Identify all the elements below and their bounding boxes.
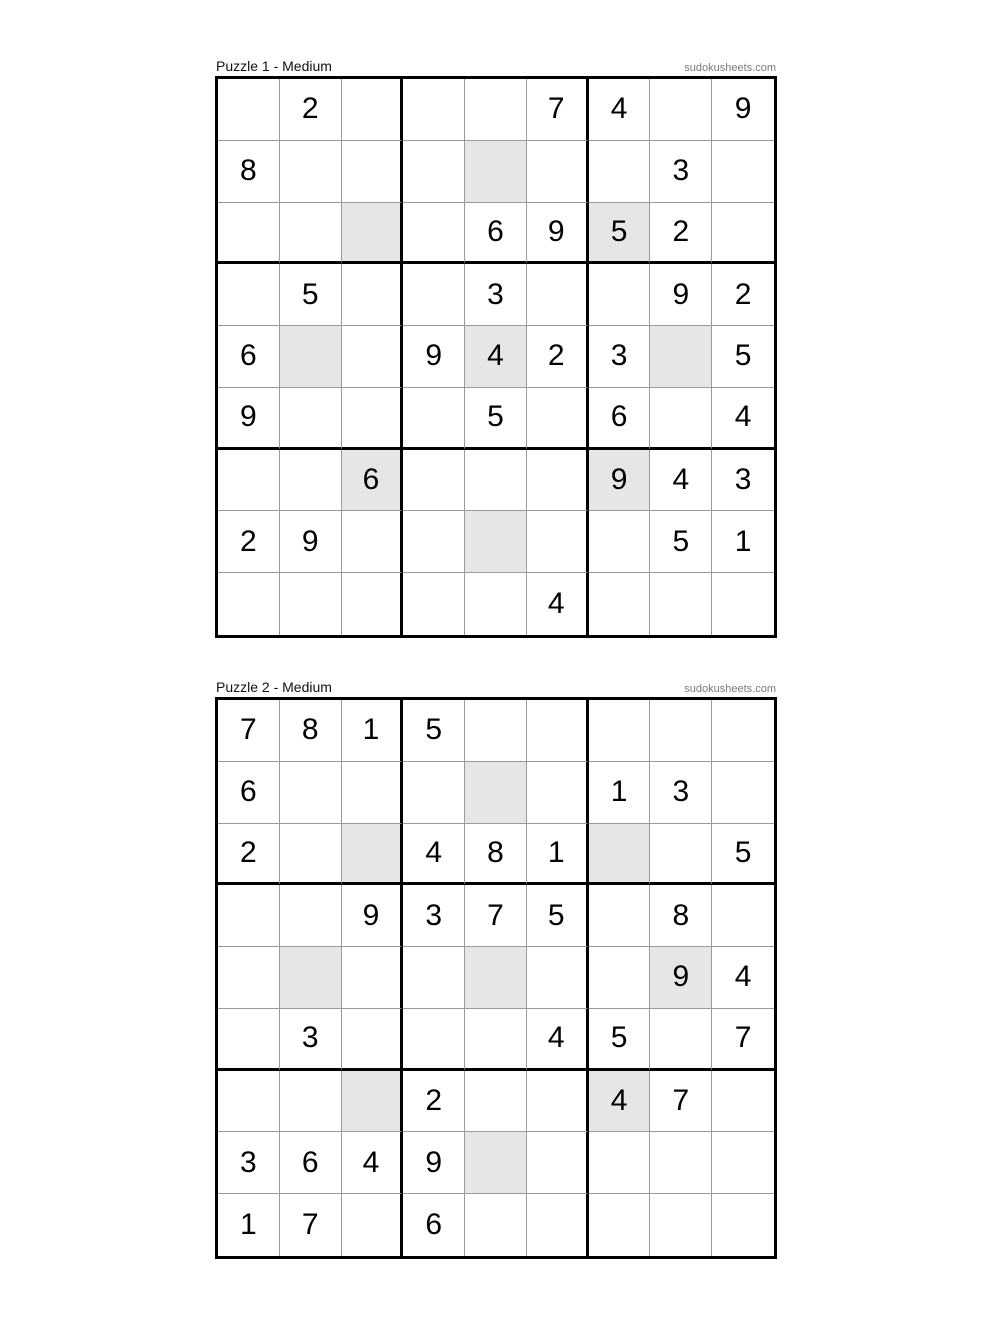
- sudoku-cell[interactable]: 9: [650, 947, 712, 1009]
- sudoku-cell[interactable]: 3: [218, 1132, 280, 1194]
- sudoku-cell[interactable]: [465, 450, 527, 512]
- sudoku-cell[interactable]: [650, 79, 712, 141]
- puzzle-2: [215, 679, 777, 1259]
- sudoku-cell[interactable]: [527, 700, 589, 762]
- sudoku-cell[interactable]: 9: [650, 264, 712, 326]
- sudoku-cell[interactable]: [280, 573, 342, 635]
- sudoku-cell[interactable]: 4: [403, 824, 465, 886]
- sudoku-cell[interactable]: [403, 573, 465, 635]
- sudoku-cell[interactable]: 9: [342, 885, 404, 947]
- sudoku-cell[interactable]: [218, 947, 280, 1009]
- sudoku-cell[interactable]: [403, 947, 465, 1009]
- sudoku-cell[interactable]: [527, 450, 589, 512]
- sudoku-cell[interactable]: 3: [403, 885, 465, 947]
- sudoku-cell[interactable]: 6: [218, 762, 280, 824]
- sudoku-cell[interactable]: [218, 450, 280, 512]
- sudoku-cell[interactable]: [527, 388, 589, 450]
- sudoku-cell[interactable]: 4: [589, 79, 651, 141]
- sudoku-cell[interactable]: 6: [342, 450, 404, 512]
- sudoku-cell[interactable]: [589, 947, 651, 1009]
- sudoku-grid: [215, 76, 777, 638]
- sudoku-cell[interactable]: [650, 700, 712, 762]
- sudoku-cell[interactable]: [589, 1194, 651, 1256]
- sudoku-cell[interactable]: [218, 885, 280, 947]
- sudoku-cell[interactable]: [342, 1194, 404, 1256]
- sudoku-cell[interactable]: [403, 203, 465, 265]
- sudoku-cell[interactable]: [280, 762, 342, 824]
- sudoku-cell[interactable]: [342, 264, 404, 326]
- sudoku-cell[interactable]: [712, 1071, 774, 1133]
- sudoku-cell[interactable]: [218, 1009, 280, 1071]
- sudoku-cell[interactable]: 7: [527, 79, 589, 141]
- sudoku-cell[interactable]: 2: [218, 824, 280, 886]
- sudoku-cell[interactable]: 2: [527, 326, 589, 388]
- sudoku-cell[interactable]: 7: [465, 885, 527, 947]
- sudoku-cell[interactable]: 3: [465, 264, 527, 326]
- sudoku-cell[interactable]: [403, 511, 465, 573]
- sudoku-cell[interactable]: [465, 947, 527, 1009]
- sudoku-cell[interactable]: 7: [712, 1009, 774, 1071]
- sudoku-cell[interactable]: 1: [589, 762, 651, 824]
- sudoku-cell[interactable]: [342, 762, 404, 824]
- sudoku-cell[interactable]: 9: [403, 326, 465, 388]
- sudoku-cell[interactable]: 7: [650, 1071, 712, 1133]
- sudoku-cell[interactable]: 1: [218, 1194, 280, 1256]
- sudoku-cell[interactable]: [465, 511, 527, 573]
- sudoku-cell[interactable]: 9: [589, 450, 651, 512]
- sudoku-cell[interactable]: [280, 203, 342, 265]
- sudoku-cell[interactable]: 8: [650, 885, 712, 947]
- sudoku-cell[interactable]: [527, 1194, 589, 1256]
- sudoku-cell[interactable]: [218, 79, 280, 141]
- sudoku-cell[interactable]: 3: [589, 326, 651, 388]
- sudoku-cell[interactable]: 5: [589, 1009, 651, 1071]
- sudoku-cell[interactable]: 1: [342, 700, 404, 762]
- sudoku-cell[interactable]: [280, 450, 342, 512]
- sudoku-cell[interactable]: [342, 573, 404, 635]
- sudoku-cell[interactable]: [342, 1009, 404, 1071]
- sudoku-cell[interactable]: [650, 1132, 712, 1194]
- sudoku-cell[interactable]: 2: [403, 1071, 465, 1133]
- sudoku-cell[interactable]: [527, 762, 589, 824]
- sudoku-cell[interactable]: 9: [527, 203, 589, 265]
- sudoku-cell[interactable]: [342, 388, 404, 450]
- sudoku-cell[interactable]: [403, 450, 465, 512]
- sudoku-cell[interactable]: [527, 511, 589, 573]
- sudoku-cell[interactable]: [589, 700, 651, 762]
- sudoku-cell[interactable]: 4: [527, 1009, 589, 1071]
- sudoku-cell[interactable]: 5: [650, 511, 712, 573]
- sudoku-cell[interactable]: 7: [280, 1194, 342, 1256]
- sudoku-cell[interactable]: [342, 1071, 404, 1133]
- sudoku-cell[interactable]: [342, 824, 404, 886]
- sudoku-cell[interactable]: 5: [712, 326, 774, 388]
- sudoku-cell[interactable]: [403, 264, 465, 326]
- sudoku-cell[interactable]: 5: [280, 264, 342, 326]
- sudoku-cell[interactable]: 8: [218, 141, 280, 203]
- puzzle-header: [215, 58, 777, 76]
- sudoku-cell[interactable]: 4: [527, 573, 589, 635]
- sudoku-cell[interactable]: [650, 326, 712, 388]
- sudoku-cell[interactable]: [218, 1071, 280, 1133]
- sudoku-cell[interactable]: [218, 573, 280, 635]
- sudoku-cell[interactable]: 8: [280, 700, 342, 762]
- sudoku-cell[interactable]: [218, 264, 280, 326]
- sudoku-cell[interactable]: [280, 388, 342, 450]
- sudoku-cell[interactable]: [650, 1009, 712, 1071]
- sudoku-cell[interactable]: 6: [465, 203, 527, 265]
- sudoku-cell[interactable]: 5: [465, 388, 527, 450]
- sudoku-cell[interactable]: 6: [589, 388, 651, 450]
- sudoku-cell[interactable]: 5: [403, 700, 465, 762]
- sudoku-cell[interactable]: [465, 1132, 527, 1194]
- sudoku-cell[interactable]: [589, 264, 651, 326]
- sudoku-cell[interactable]: 3: [650, 141, 712, 203]
- sudoku-cell[interactable]: [280, 326, 342, 388]
- sudoku-cell[interactable]: 1: [712, 511, 774, 573]
- sudoku-cell[interactable]: [712, 203, 774, 265]
- sudoku-cell[interactable]: 8: [465, 824, 527, 886]
- sudoku-cell[interactable]: [465, 141, 527, 203]
- sudoku-cell[interactable]: 9: [712, 79, 774, 141]
- sudoku-cell[interactable]: 6: [403, 1194, 465, 1256]
- sudoku-cell[interactable]: [280, 885, 342, 947]
- sudoku-cell[interactable]: [712, 762, 774, 824]
- sudoku-cell[interactable]: [650, 824, 712, 886]
- sudoku-cell[interactable]: [589, 573, 651, 635]
- sudoku-cell[interactable]: 4: [650, 450, 712, 512]
- sudoku-cell[interactable]: [403, 79, 465, 141]
- sudoku-cell[interactable]: [589, 824, 651, 886]
- sudoku-cell[interactable]: [650, 1194, 712, 1256]
- sudoku-cell[interactable]: [403, 388, 465, 450]
- sudoku-cell[interactable]: [465, 573, 527, 635]
- sudoku-cell[interactable]: [712, 573, 774, 635]
- sudoku-cell[interactable]: 9: [218, 388, 280, 450]
- sudoku-cell[interactable]: [342, 326, 404, 388]
- sudoku-cell[interactable]: [712, 141, 774, 203]
- sudoku-cell[interactable]: 3: [280, 1009, 342, 1071]
- sudoku-cell[interactable]: [280, 824, 342, 886]
- sudoku-cell[interactable]: [280, 141, 342, 203]
- sudoku-cell[interactable]: [527, 947, 589, 1009]
- sudoku-cell[interactable]: 3: [650, 762, 712, 824]
- sudoku-cell[interactable]: 1: [527, 824, 589, 886]
- sudoku-cell[interactable]: 4: [712, 947, 774, 1009]
- sudoku-cell[interactable]: [342, 511, 404, 573]
- sudoku-cell[interactable]: [712, 700, 774, 762]
- sudoku-cell[interactable]: [342, 79, 404, 141]
- sudoku-cell[interactable]: 7: [218, 700, 280, 762]
- sudoku-cell[interactable]: [527, 264, 589, 326]
- sudoku-cell[interactable]: [527, 141, 589, 203]
- sudoku-cell[interactable]: 2: [712, 264, 774, 326]
- sudoku-cell[interactable]: 5: [527, 885, 589, 947]
- sudoku-cell[interactable]: [527, 1071, 589, 1133]
- sudoku-grid: [215, 697, 777, 1259]
- sudoku-cell[interactable]: 3: [712, 450, 774, 512]
- sudoku-cell[interactable]: [465, 762, 527, 824]
- sudoku-cell[interactable]: [403, 1009, 465, 1071]
- sudoku-cell[interactable]: 4: [589, 1071, 651, 1133]
- sudoku-cell[interactable]: [465, 1071, 527, 1133]
- sudoku-cell[interactable]: [218, 203, 280, 265]
- sudoku-cell[interactable]: 6: [218, 326, 280, 388]
- sudoku-cell[interactable]: [465, 1009, 527, 1071]
- sudoku-cell[interactable]: [589, 1132, 651, 1194]
- sudoku-cell[interactable]: 9: [403, 1132, 465, 1194]
- sudoku-cell[interactable]: 5: [712, 824, 774, 886]
- puzzle-1: [215, 58, 777, 638]
- sudoku-cell[interactable]: [589, 141, 651, 203]
- puzzle-source: sudokusheets.com: [684, 683, 776, 695]
- puzzle-title: Puzzle 2 - Medium: [216, 679, 332, 695]
- sudoku-cell[interactable]: [589, 885, 651, 947]
- sudoku-cell[interactable]: [465, 700, 527, 762]
- sudoku-cell[interactable]: [589, 511, 651, 573]
- sudoku-cell[interactable]: 6: [280, 1132, 342, 1194]
- sudoku-cell[interactable]: [403, 762, 465, 824]
- sudoku-cell[interactable]: [342, 203, 404, 265]
- puzzle-source: sudokusheets.com: [684, 62, 776, 74]
- sudoku-cell[interactable]: [712, 1132, 774, 1194]
- sudoku-cell[interactable]: 2: [218, 511, 280, 573]
- sudoku-cell[interactable]: 2: [650, 203, 712, 265]
- sudoku-cell[interactable]: [342, 141, 404, 203]
- sudoku-cell[interactable]: [280, 947, 342, 1009]
- sudoku-cell[interactable]: 5: [589, 203, 651, 265]
- sudoku-cell[interactable]: 2: [280, 79, 342, 141]
- puzzle-title: Puzzle 1 - Medium: [216, 58, 332, 74]
- sudoku-cell[interactable]: 4: [342, 1132, 404, 1194]
- sudoku-cell[interactable]: [527, 1132, 589, 1194]
- sudoku-cell[interactable]: [280, 1071, 342, 1133]
- sudoku-cell[interactable]: [712, 1194, 774, 1256]
- sudoku-cell[interactable]: [342, 947, 404, 1009]
- sudoku-cell[interactable]: 4: [465, 326, 527, 388]
- sudoku-cell[interactable]: [650, 388, 712, 450]
- sudoku-cell[interactable]: [712, 885, 774, 947]
- puzzle-header: [215, 679, 777, 697]
- sudoku-cell[interactable]: 4: [712, 388, 774, 450]
- sudoku-cell[interactable]: [650, 573, 712, 635]
- sudoku-cell[interactable]: [403, 141, 465, 203]
- sudoku-cell[interactable]: [465, 79, 527, 141]
- sudoku-cell[interactable]: 9: [280, 511, 342, 573]
- sudoku-cell[interactable]: [465, 1194, 527, 1256]
